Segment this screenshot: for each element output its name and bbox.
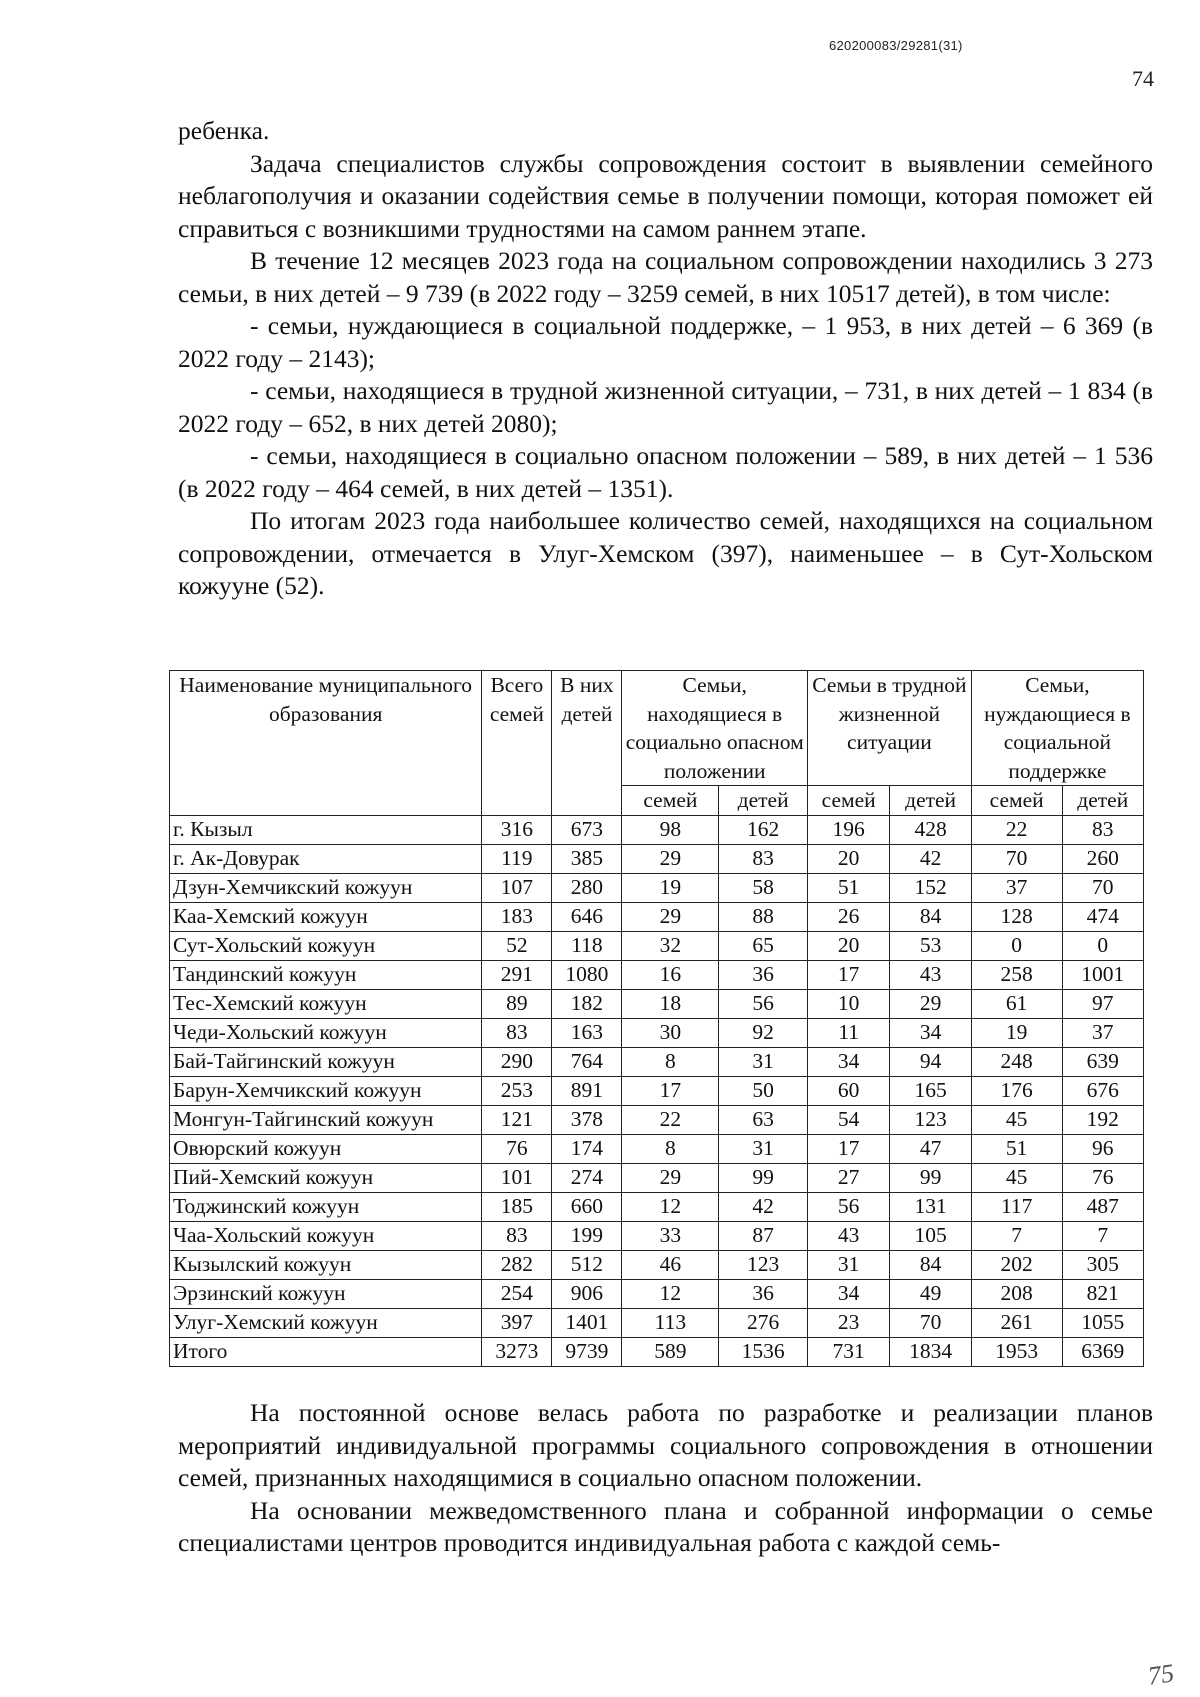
table-cell: 123 [719,1250,808,1279]
row-name-cell: Чаа-Хольский кожуун [170,1221,482,1250]
table-cell: 428 [890,815,971,844]
table-cell: 46 [622,1250,719,1279]
table-cell: 7 [971,1221,1062,1250]
table-cell: 906 [552,1279,622,1308]
table-cell: 29 [622,902,719,931]
table-cell: 183 [482,902,552,931]
table-cell: 29 [622,844,719,873]
table-cell: 474 [1062,902,1143,931]
table-cell: 121 [482,1105,552,1134]
table-row [170,815,1144,844]
table-cell: 290 [482,1047,552,1076]
table-cell: 70 [890,1308,971,1337]
table-cell: 22 [971,815,1062,844]
document-id: 620200083/29281(31) [829,38,963,53]
table-body [170,815,1144,1366]
body-text-bottom [178,1397,1153,1560]
table-cell: 487 [1062,1192,1143,1221]
row-name-cell: Улуг-Хемский кожуун [170,1308,482,1337]
table-cell: 19 [971,1018,1062,1047]
table-cell: 248 [971,1047,1062,1076]
table-cell: 731 [807,1337,889,1366]
table-row [170,1134,1144,1163]
table-cell: 163 [552,1018,622,1047]
table-cell: 65 [719,931,808,960]
table-cell: 660 [552,1192,622,1221]
row-name-cell: Кызылский кожуун [170,1250,482,1279]
table-cell: 56 [807,1192,889,1221]
table-row [170,902,1144,931]
table-cell: 254 [482,1279,552,1308]
table-cell: 17 [807,960,889,989]
table-cell: 16 [622,960,719,989]
table-cell: 385 [552,844,622,873]
table-cell: 107 [482,873,552,902]
table-cell: 316 [482,815,552,844]
table-cell: 378 [552,1105,622,1134]
table-cell: 12 [622,1192,719,1221]
table-cell: 99 [890,1163,971,1192]
table-cell: 174 [552,1134,622,1163]
table-cell: 98 [622,815,719,844]
table-row [170,1047,1144,1076]
table-cell: 176 [971,1076,1062,1105]
subheader-children: детей [1062,786,1143,816]
table-cell: 676 [1062,1076,1143,1105]
table-cell: 1536 [719,1337,808,1366]
handwritten-mark: 75 [1146,1658,1176,1691]
table-row [170,1308,1144,1337]
table-row [170,1221,1144,1250]
table-cell: 1055 [1062,1308,1143,1337]
paragraph: На постоянной основе велась работа по разработке и реализации планов мероприятий индивидуальной программы социального сопровождения в отношении семей, признанных находящимися в социально опасном положении. [178,1398,1153,1492]
table-row [170,960,1144,989]
table-cell: 397 [482,1308,552,1337]
row-name-cell: Тандинский кожуун [170,960,482,989]
table-cell: 49 [890,1279,971,1308]
table-cell: 280 [552,873,622,902]
table-cell: 105 [890,1221,971,1250]
table-cell: 165 [890,1076,971,1105]
table-cell: 639 [1062,1047,1143,1076]
table-cell: 3273 [482,1337,552,1366]
table-cell: 47 [890,1134,971,1163]
table-row [170,1337,1144,1366]
table-cell: 54 [807,1105,889,1134]
table-cell: 18 [622,989,719,1018]
header-group-dangerous: Семьи, находящиеся в социально опасном положении [622,671,808,786]
table-cell: 70 [1062,873,1143,902]
header-name: Наименование муниципального образования [170,671,482,816]
table-cell: 131 [890,1192,971,1221]
table-cell: 0 [1062,931,1143,960]
table-cell: 88 [719,902,808,931]
table-cell: 208 [971,1279,1062,1308]
table-cell: 84 [890,1250,971,1279]
table-row [170,1018,1144,1047]
table-cell: 1001 [1062,960,1143,989]
table-cell: 31 [719,1047,808,1076]
table-cell: 276 [719,1308,808,1337]
subheader-children: детей [890,786,971,816]
table-cell: 9739 [552,1337,622,1366]
table-cell: 117 [971,1192,1062,1221]
table-cell: 258 [971,960,1062,989]
header-total-children: В них детей [552,671,622,816]
table-cell: 34 [807,1279,889,1308]
table-row [170,1279,1144,1308]
table-cell: 185 [482,1192,552,1221]
subheader-families: семей [622,786,719,816]
row-name-cell: Монгун-Тайгинский кожуун [170,1105,482,1134]
paragraph: На основании межведомственного плана и собранной информации о семье специалистами центров проводится индивидуальная работа с каждой семь- [178,1495,1153,1557]
row-name-cell: Бай-Тайгинский кожуун [170,1047,482,1076]
table-cell: 282 [482,1250,552,1279]
row-name-cell: Эрзинский кожуун [170,1279,482,1308]
table-cell: 36 [719,1279,808,1308]
table-row [170,931,1144,960]
table-cell: 31 [719,1134,808,1163]
table-cell: 76 [482,1134,552,1163]
table-cell: 1834 [890,1337,971,1366]
table-cell: 34 [807,1047,889,1076]
table-cell: 33 [622,1221,719,1250]
table-cell: 6369 [1062,1337,1143,1366]
table-cell: 19 [622,873,719,902]
row-name-cell: Каа-Хемский кожуун [170,902,482,931]
table-cell: 20 [807,931,889,960]
header-total-families: Всего семей [482,671,552,816]
subheader-children: детей [719,786,808,816]
table-cell: 0 [971,931,1062,960]
table-cell: 8 [622,1134,719,1163]
body-text-top [178,115,1153,603]
table-cell: 31 [807,1250,889,1279]
page-number: 74 [1132,66,1154,91]
table-cell: 83 [482,1221,552,1250]
table-cell: 32 [622,931,719,960]
table-cell: 42 [719,1192,808,1221]
table-cell: 96 [1062,1134,1143,1163]
table-cell: 119 [482,844,552,873]
table-cell: 45 [971,1105,1062,1134]
row-name-cell: Барун-Хемчикский кожуун [170,1076,482,1105]
table-cell: 43 [890,960,971,989]
table-row [170,844,1144,873]
table-cell: 12 [622,1279,719,1308]
table-cell: 26 [807,902,889,931]
row-name-cell: Тоджинский кожуун [170,1192,482,1221]
table-cell: 20 [807,844,889,873]
table-row [170,1163,1144,1192]
table-cell: 253 [482,1076,552,1105]
row-name-cell: Чеди-Хольский кожуун [170,1018,482,1047]
table-cell: 51 [971,1134,1062,1163]
table-cell: 61 [971,989,1062,1018]
table-cell: 99 [719,1163,808,1192]
table-row [170,873,1144,902]
statistics-table [169,670,1144,1367]
table-cell: 84 [890,902,971,931]
table-cell: 97 [1062,989,1143,1018]
table-cell: 11 [807,1018,889,1047]
row-name-cell: Тес-Хемский кожуун [170,989,482,1018]
table-header [170,671,1144,816]
list-item-support: - семьи, нуждающиеся в социальной поддержке, – 1 953, в них детей – 6 369 (в 2022 году – 2143); [178,311,1153,373]
table-cell: 83 [482,1018,552,1047]
table-cell: 76 [1062,1163,1143,1192]
table-cell: 113 [622,1308,719,1337]
table-cell: 199 [552,1221,622,1250]
table-cell: 53 [890,931,971,960]
table-cell: 291 [482,960,552,989]
table-cell: 192 [1062,1105,1143,1134]
table-cell: 128 [971,902,1062,931]
table-cell: 1953 [971,1337,1062,1366]
table-cell: 87 [719,1221,808,1250]
table-cell: 7 [1062,1221,1143,1250]
table-row [170,1250,1144,1279]
table-cell: 17 [622,1076,719,1105]
table-cell: 42 [890,844,971,873]
row-name-cell: г. Кызыл [170,815,482,844]
table-cell: 37 [1062,1018,1143,1047]
table-cell: 182 [552,989,622,1018]
table-cell: 123 [890,1105,971,1134]
table-cell: 29 [890,989,971,1018]
table-cell: 30 [622,1018,719,1047]
list-item-dangerous: - семьи, находящиеся в социально опасном положении – 589, в них детей – 1 536 (в 2022 году – 464 семей, в них детей – 1351). [178,441,1153,503]
row-name-cell: Овюрский кожуун [170,1134,482,1163]
table-cell: 196 [807,815,889,844]
subheader-families: семей [971,786,1062,816]
table-cell: 94 [890,1047,971,1076]
table-cell: 50 [719,1076,808,1105]
table-cell: 17 [807,1134,889,1163]
table-cell: 274 [552,1163,622,1192]
table-row [170,989,1144,1018]
table-cell: 512 [552,1250,622,1279]
table-cell: 10 [807,989,889,1018]
table-cell: 51 [807,873,889,902]
table-cell: 891 [552,1076,622,1105]
table-cell: 202 [971,1250,1062,1279]
table-cell: 60 [807,1076,889,1105]
table-cell: 22 [622,1105,719,1134]
table-row [170,1192,1144,1221]
table-cell: 8 [622,1047,719,1076]
table-cell: 305 [1062,1250,1143,1279]
paragraph: В течение 12 месяцев 2023 года на социальном сопровождении находились 3 273 семьи, в них детей – 9 739 (в 2022 году – 3259 семей, в них 10517 детей), в том числе: [178,246,1153,308]
table-cell: 646 [552,902,622,931]
table-cell: 63 [719,1105,808,1134]
table-cell: 673 [552,815,622,844]
row-name-cell: Пий-Хемский кожуун [170,1163,482,1192]
row-name-cell: Дзун-Хемчикский кожуун [170,873,482,902]
table-cell: 27 [807,1163,889,1192]
table-cell: 101 [482,1163,552,1192]
table-row [170,1105,1144,1134]
table-row [170,1076,1144,1105]
header-group-difficult: Семьи в трудной жизненной ситуации [807,671,971,786]
list-item-difficult: - семьи, находящиеся в трудной жизненной ситуации, – 731, в них детей – 1 834 (в 2022 году – 652, в них детей 2080); [178,376,1153,438]
table-cell: 58 [719,873,808,902]
table-cell: 162 [719,815,808,844]
table-cell: 821 [1062,1279,1143,1308]
paragraph: По итогам 2023 года наибольшее количество семей, находящихся на социальном сопровождении, отмечается в Улуг-Хемском (397), наименьшее – в Сут-Хольском кожууне (52). [178,506,1153,600]
paragraph: ребенка. [178,116,270,145]
table-cell: 1080 [552,960,622,989]
table-cell: 260 [1062,844,1143,873]
table-cell: 34 [890,1018,971,1047]
table-cell: 43 [807,1221,889,1250]
paragraph: Задача специалистов службы сопровождения состоит в выявлении семейного неблагополучия и оказании содействия семье в получении помощи, которая поможет ей справиться с возникшими трудностями на самом раннем этапе. [178,148,1153,243]
row-name-cell: Итого [170,1337,482,1366]
table-cell: 589 [622,1337,719,1366]
table-cell: 152 [890,873,971,902]
row-name-cell: Сут-Хольский кожуун [170,931,482,960]
table-cell: 92 [719,1018,808,1047]
table-cell: 29 [622,1163,719,1192]
table-cell: 23 [807,1308,889,1337]
table-cell: 261 [971,1308,1062,1337]
table-cell: 37 [971,873,1062,902]
table-cell: 45 [971,1163,1062,1192]
subheader-families: семей [807,786,889,816]
table-cell: 89 [482,989,552,1018]
table-cell: 56 [719,989,808,1018]
table-cell: 1401 [552,1308,622,1337]
row-name-cell: г. Ак-Довурак [170,844,482,873]
table-cell: 52 [482,931,552,960]
table-cell: 83 [1062,815,1143,844]
table-cell: 764 [552,1047,622,1076]
table-cell: 70 [971,844,1062,873]
header-group-support: Семьи, нуждающиеся в социальной поддержке [971,671,1143,786]
table-cell: 36 [719,960,808,989]
table-cell: 118 [552,931,622,960]
table-cell: 83 [719,844,808,873]
